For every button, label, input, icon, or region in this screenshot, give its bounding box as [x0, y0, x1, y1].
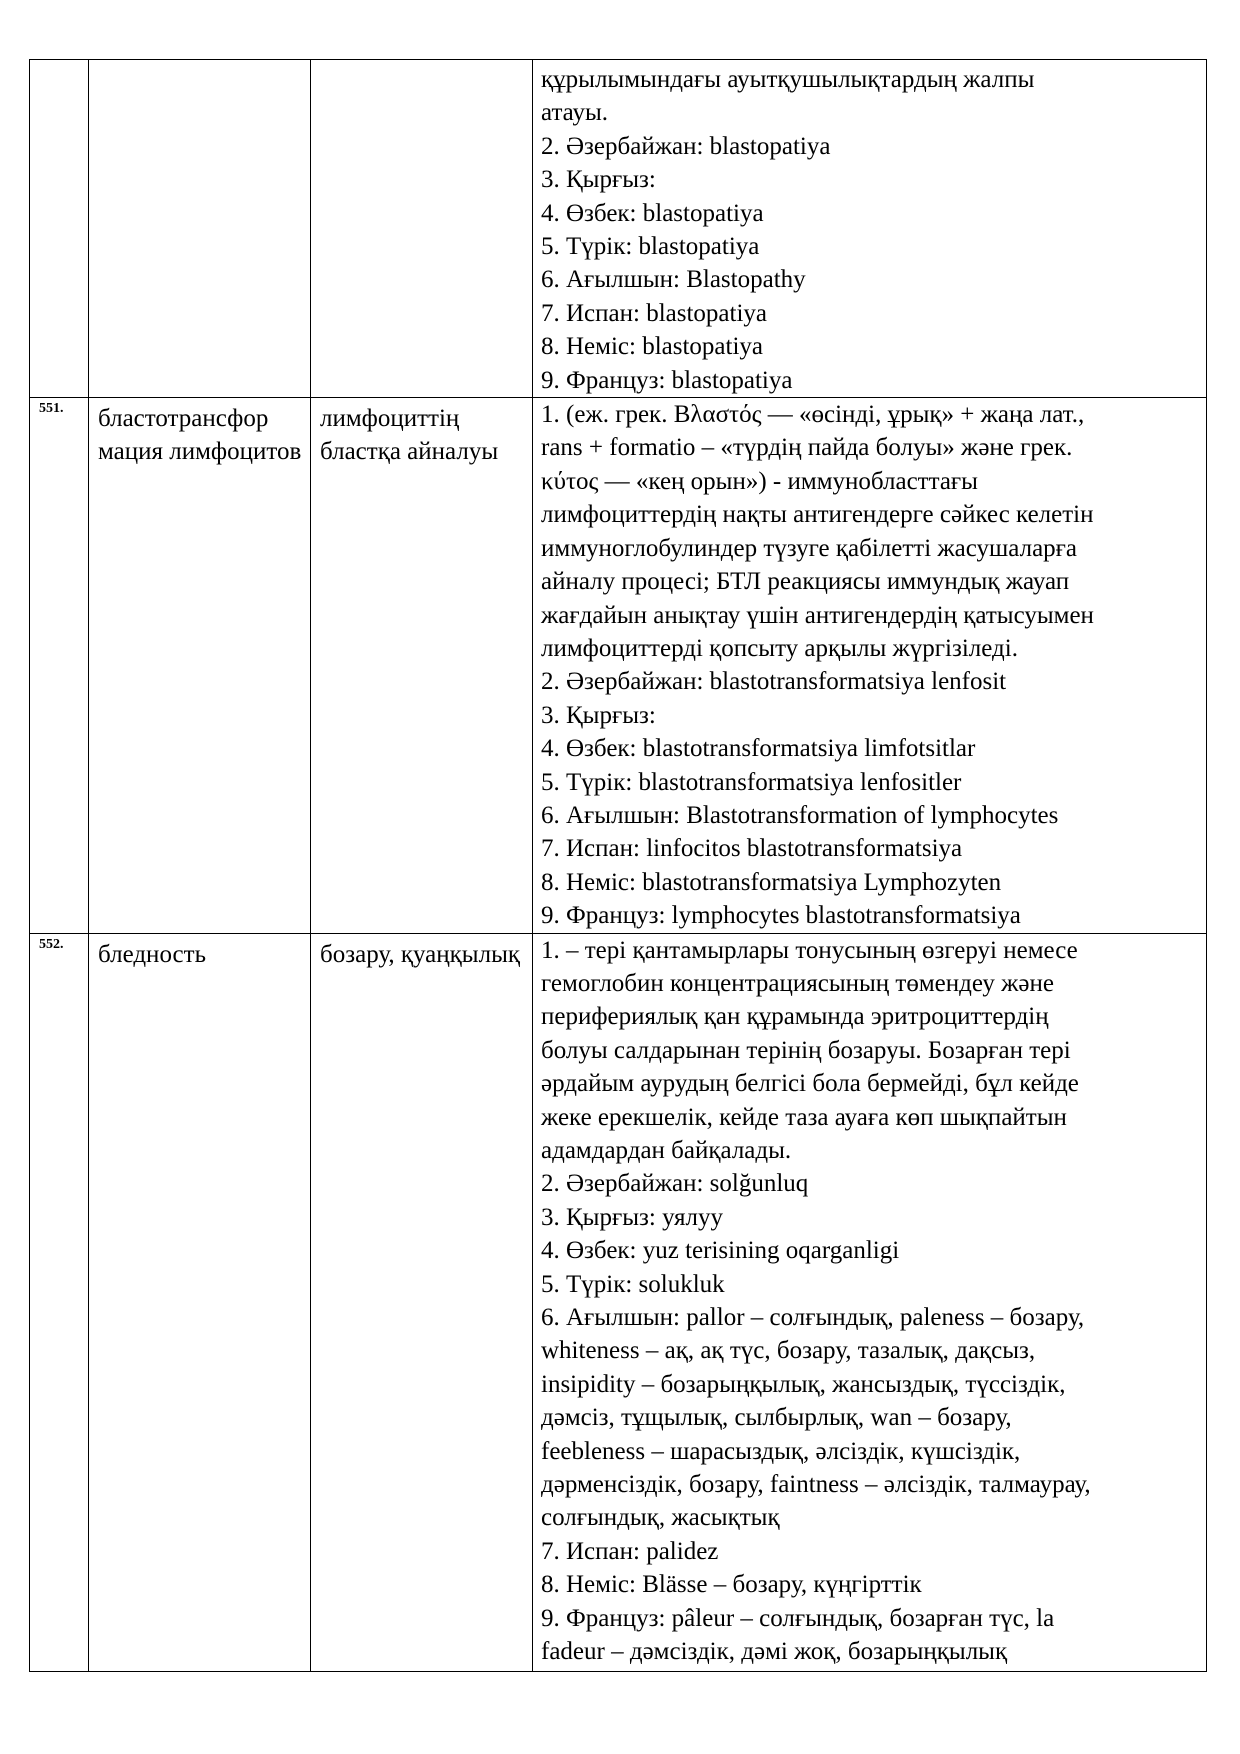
glossary-body	[30, 60, 1207, 1672]
glossary-table	[29, 59, 1207, 1672]
definition-line: 3. Қырғыз: уялуу	[541, 1203, 723, 1231]
definition-line: 5. Түрік: blastopatiya	[541, 233, 760, 261]
definition-line: 2. Әзербайжан: blastotransformatsiya lenfosit	[541, 668, 1007, 696]
term-russian: бледность	[89, 933, 311, 1671]
definition-line: 3. Қырғыз:	[541, 701, 656, 729]
definition-line: 6. Ағылшын: Blastopathy	[541, 266, 806, 294]
definition-line: дәмсіз, тұщылық, сылбырлық, wan – бозару,	[541, 1404, 1012, 1432]
definition-line: 5. Түрік: solukluk	[541, 1270, 725, 1298]
entry-number: 552.	[30, 933, 89, 1671]
definition-line: 7. Испан: blastopatiya	[541, 299, 768, 327]
definition-line: жеке ерекшелік, кейде таза ауаға көп шықпайтын	[541, 1103, 1067, 1131]
definition-line: 8. Неміс: blastotransformatsiya Lymphozyten	[541, 868, 1002, 896]
definition-line: fadeur – дәмсіздік, дәмі жоқ, бозарыңқылық	[541, 1638, 1008, 1666]
definition-line: 6. Ағылшын: Blastotransformation of lymphocytes	[541, 801, 1059, 829]
definition-line: болуы салдарынан терінің бозаруы. Бозарған тері	[541, 1036, 1071, 1064]
definition-line: 8. Неміс: blastopatiya	[541, 333, 764, 361]
definition	[533, 933, 1207, 1671]
definition-line: 3. Қырғыз:	[541, 166, 656, 194]
definition-line: құрылымындағы ауытқушылықтардың жалпы	[541, 66, 1035, 93]
definition-line: әрдайым аурудың белгісі бола бермейді, бұл кейде	[541, 1070, 1079, 1098]
definition-line: гемоглобин концентрациясының төмендеу және	[541, 969, 1054, 997]
definition-line: 7. Испан: palidez	[541, 1537, 719, 1565]
definition-line: 4. Өзбек: blastotransformatsiya limfotsitlar	[541, 735, 976, 763]
definition	[533, 60, 1207, 398]
definition-line: 8. Неміс: Blässe – бозару, күңгірттік	[541, 1571, 922, 1599]
definition-line: 9. Француз: pâleur – солғындық, бозарған түс, la	[541, 1604, 1055, 1632]
definition-line: айналу процесі; БТЛ реакциясы иммундық жауап	[541, 568, 1070, 596]
glossary-row	[30, 60, 1207, 398]
term-russian	[89, 60, 311, 398]
definition-line: адамдардан байқалады.	[541, 1137, 792, 1164]
definition-line: солғындық, жасықтық	[541, 1504, 780, 1532]
definition-line: 4. Өзбек: yuz terisining oqarganligi	[541, 1237, 900, 1265]
glossary-row	[30, 398, 1207, 934]
definition-line: 1. – тері қантамырлары тонусының өзгеруі немесе	[541, 936, 1078, 964]
definition-line: дәрменсіздік, бозару, faintness – әлсіздік, талмаурау,	[541, 1471, 1091, 1499]
definition-line: κύτος — «кең орын») - иммунобласттағы	[541, 467, 978, 495]
definition-line: 2. Әзербайжан: blastopatiya	[541, 132, 831, 160]
definition-line: 9. Француз: lymphocytes blastotransformatsiya	[541, 902, 1021, 930]
term-russian: бластотрансфор мация лимфоцитов	[89, 398, 311, 934]
term-kazakh	[311, 60, 533, 398]
entry-number: 551.	[30, 398, 89, 934]
definition-line: 1. (еж. грек. Βλαστός — «өсінді, ұрық» + жаңа лат.,	[541, 401, 1085, 429]
definition-line: insipidity – бозарыңқылық, жансыздық, түссіздік,	[541, 1370, 1066, 1398]
entry-number	[30, 60, 89, 398]
definition-line: whiteness – ақ, ақ түс, бозару, тазалық, дақсыз,	[541, 1337, 1036, 1365]
definition-line: атауы.	[541, 99, 609, 127]
definition-line: лимфоциттердің нақты антигендерге сәйкес келетін	[541, 501, 1094, 529]
definition-line: 4. Өзбек: blastopatiya	[541, 199, 764, 227]
term-kazakh: бозару, қуаңқылық	[311, 933, 533, 1671]
definition	[533, 398, 1207, 934]
definition-line: 5. Түрік: blastotransformatsiya lenfositler	[541, 768, 962, 796]
glossary-row	[30, 933, 1207, 1671]
term-kazakh: лимфоциттің бластқа айналуы	[311, 398, 533, 934]
definition-line: 2. Әзербайжан: solğunluq	[541, 1170, 809, 1198]
definition-line: feebleness – шарасыздық, әлсіздік, күшсіздік,	[541, 1437, 1021, 1465]
definition-line: 9. Француз: blastopatiya	[541, 366, 793, 394]
definition-line: лимфоциттерді қопсыту арқылы жүргізіледі.	[541, 634, 1018, 662]
definition-line: 7. Испан: linfocitos blastotransformatsiya	[541, 835, 963, 863]
definition-line: иммуноглобулиндер түзуге қабілетті жасушаларға	[541, 534, 1078, 562]
definition-line: rans + formatio – «түрдің пайда болуы» және грек.	[541, 434, 1073, 462]
definition-line: жағдайын анықтау үшін антигендердің қатысуымен	[541, 601, 1094, 629]
definition-line: перифериялық қан құрамында эритроциттердің	[541, 1003, 1049, 1031]
definition-line: 6. Ағылшын: pallor – солғындық, paleness – бозару,	[541, 1304, 1085, 1332]
